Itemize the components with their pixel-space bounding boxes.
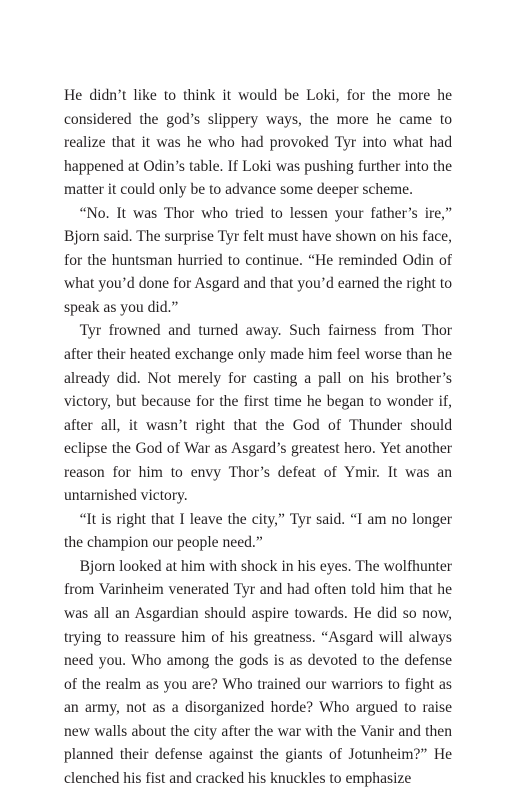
paragraph-3: Tyr frowned and turned away. Such fairness from Thor after their heated exchange only made him feel worse than he already did. Not merely for casting a pall on his brother’s victory, but because for the first time he began to wonder if, after all, it wasn’t right that the God of Thunder should eclipse the God of War as Asgard’s greatest hero. Yet another reason for him to envy Thor’s defeat of Ymir. It was an untarnished victory. bbox=[64, 322, 452, 505]
paragraph-4: “It is right that I leave the city,” Tyr said. “I am no longer the champion our people need.” bbox=[64, 510, 452, 552]
paragraph-2: “No. It was Thor who tried to lessen your father’s ire,” Bjorn said. The surprise Tyr felt must have shown on his face, for the huntsman hurried to continue. “He reminded Odin of what you’d done for Asgard and that you’d earned the right to speak as you did.” bbox=[64, 204, 452, 316]
paragraph-1: He didn’t like to think it would be Loki, for the more he considered the god’s slippery ways, the more he came to realize that it was he who had provoked Tyr into what had happened at Odin’s table. If Loki was pushing further into the matter it could only be to advance some deeper scheme. bbox=[64, 87, 452, 199]
paragraph-5: Bjorn looked at him with shock in his eyes. The wolfhunter from Varinheim venerated Tyr and had often told him that he was all an Asgardian should aspire towards. He did so now, trying to reassure him of his greatness. “Asgard will always need you. Who among the gods is as devoted to the defense of the realm as you are? Who trained our warriors to fight as an army, not as a disorganized horde? Who argued to raise new walls about the city after the war with the Vanir and then planned their defense against the giants of Jotunheim?” He clenched his fist and cracked his knuckles to emphasize bbox=[64, 557, 452, 787]
body-text bbox=[64, 84, 452, 790]
